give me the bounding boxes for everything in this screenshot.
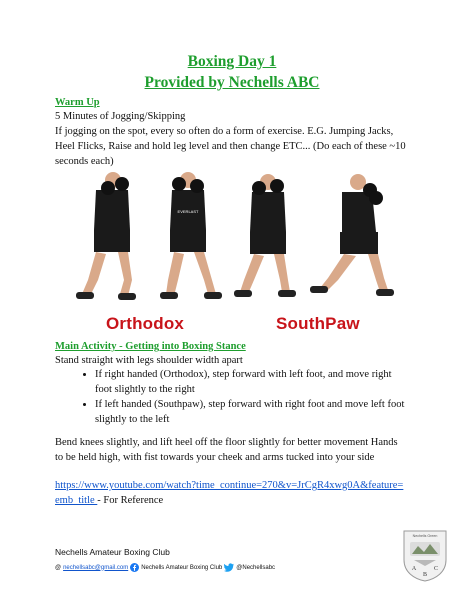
badge-letter-a: A <box>411 566 417 572</box>
shorts-logo-text: EVERLAST <box>177 209 199 214</box>
stance-paragraph-line-1: Bend knees slightly, and lift heel off the floor slightly for better movement Hands <box>55 437 398 448</box>
facebook-name: Nechells Amateur Boxing Club <box>141 564 223 571</box>
page-title: Boxing Day 1 <box>187 53 277 70</box>
youtube-link[interactable]: https://www.youtube.com/watch?time_continue=270&v=JrCgR4xwg0A&feature= <box>55 480 404 491</box>
warmup-heading: Warm Up <box>55 97 100 108</box>
reference-suffix: - For Reference <box>97 495 164 506</box>
warmup-line-3: Heel Flicks, Raise and hold leg level and then change ETC... (Do each of these ~10 <box>55 141 406 152</box>
email-link[interactable]: nechellsabc@gmail.com <box>63 564 129 571</box>
page-subtitle: Provided by Nechells ABC <box>144 74 320 91</box>
warmup-line-4: seconds each) <box>55 156 114 167</box>
club-badge-logo <box>402 530 448 582</box>
main-activity-heading: Main Activity - Getting into Boxing Stance <box>55 341 246 352</box>
label-orthodox: Orthodox <box>106 314 185 333</box>
badge-top-text: Nechells Green <box>412 534 438 538</box>
boxing-stance-image <box>58 168 398 336</box>
bullet-2-line-1: If left handed (Southpaw), step forward with right foot and move left foot <box>95 399 405 410</box>
warmup-line-2: If jogging on the spot, every so often do a form of exercise. E.G. Jumping Jacks, <box>55 126 394 137</box>
boxer-orthodox-front <box>160 172 222 299</box>
badge-letter-b: B <box>422 572 428 578</box>
reference-link-line-1 <box>55 478 403 493</box>
footer-contact-row <box>55 563 275 572</box>
bullet-2-line-2: slightly to the left <box>95 414 170 425</box>
label-southpaw: SouthPaw <box>276 314 360 333</box>
list-item <box>95 367 464 397</box>
stance-bullet-list <box>55 367 464 427</box>
warmup-line-1: 5 Minutes of Jogging/Skipping <box>55 111 186 122</box>
badge-letter-c: C <box>433 566 439 572</box>
list-item <box>95 397 464 427</box>
boxer-southpaw-front <box>234 174 296 297</box>
footer-club-name: Nechells Amateur Boxing Club <box>55 547 170 557</box>
youtube-link-continued[interactable]: emb_title <box>55 495 98 506</box>
boxer-southpaw-side <box>310 174 394 296</box>
twitter-handle: @Nechellsabc <box>236 564 276 571</box>
bullet-1-line-2: foot slightly to the right <box>95 384 195 395</box>
at-symbol: @ <box>55 564 62 571</box>
main-intro-text: Stand straight with legs shoulder width apart <box>55 355 243 366</box>
stance-paragraph-line-2: to be held high, with fist towards your cheek and arms tucked into your side <box>55 452 375 463</box>
reference-link-line-2 <box>55 493 163 508</box>
twitter-icon[interactable] <box>224 563 234 572</box>
facebook-icon[interactable] <box>130 563 139 572</box>
boxer-orthodox-side <box>76 172 136 300</box>
bullet-1-line-1: If right handed (Orthodox), step forward with left foot, and move right <box>95 369 392 380</box>
boxers-illustration <box>58 168 398 308</box>
